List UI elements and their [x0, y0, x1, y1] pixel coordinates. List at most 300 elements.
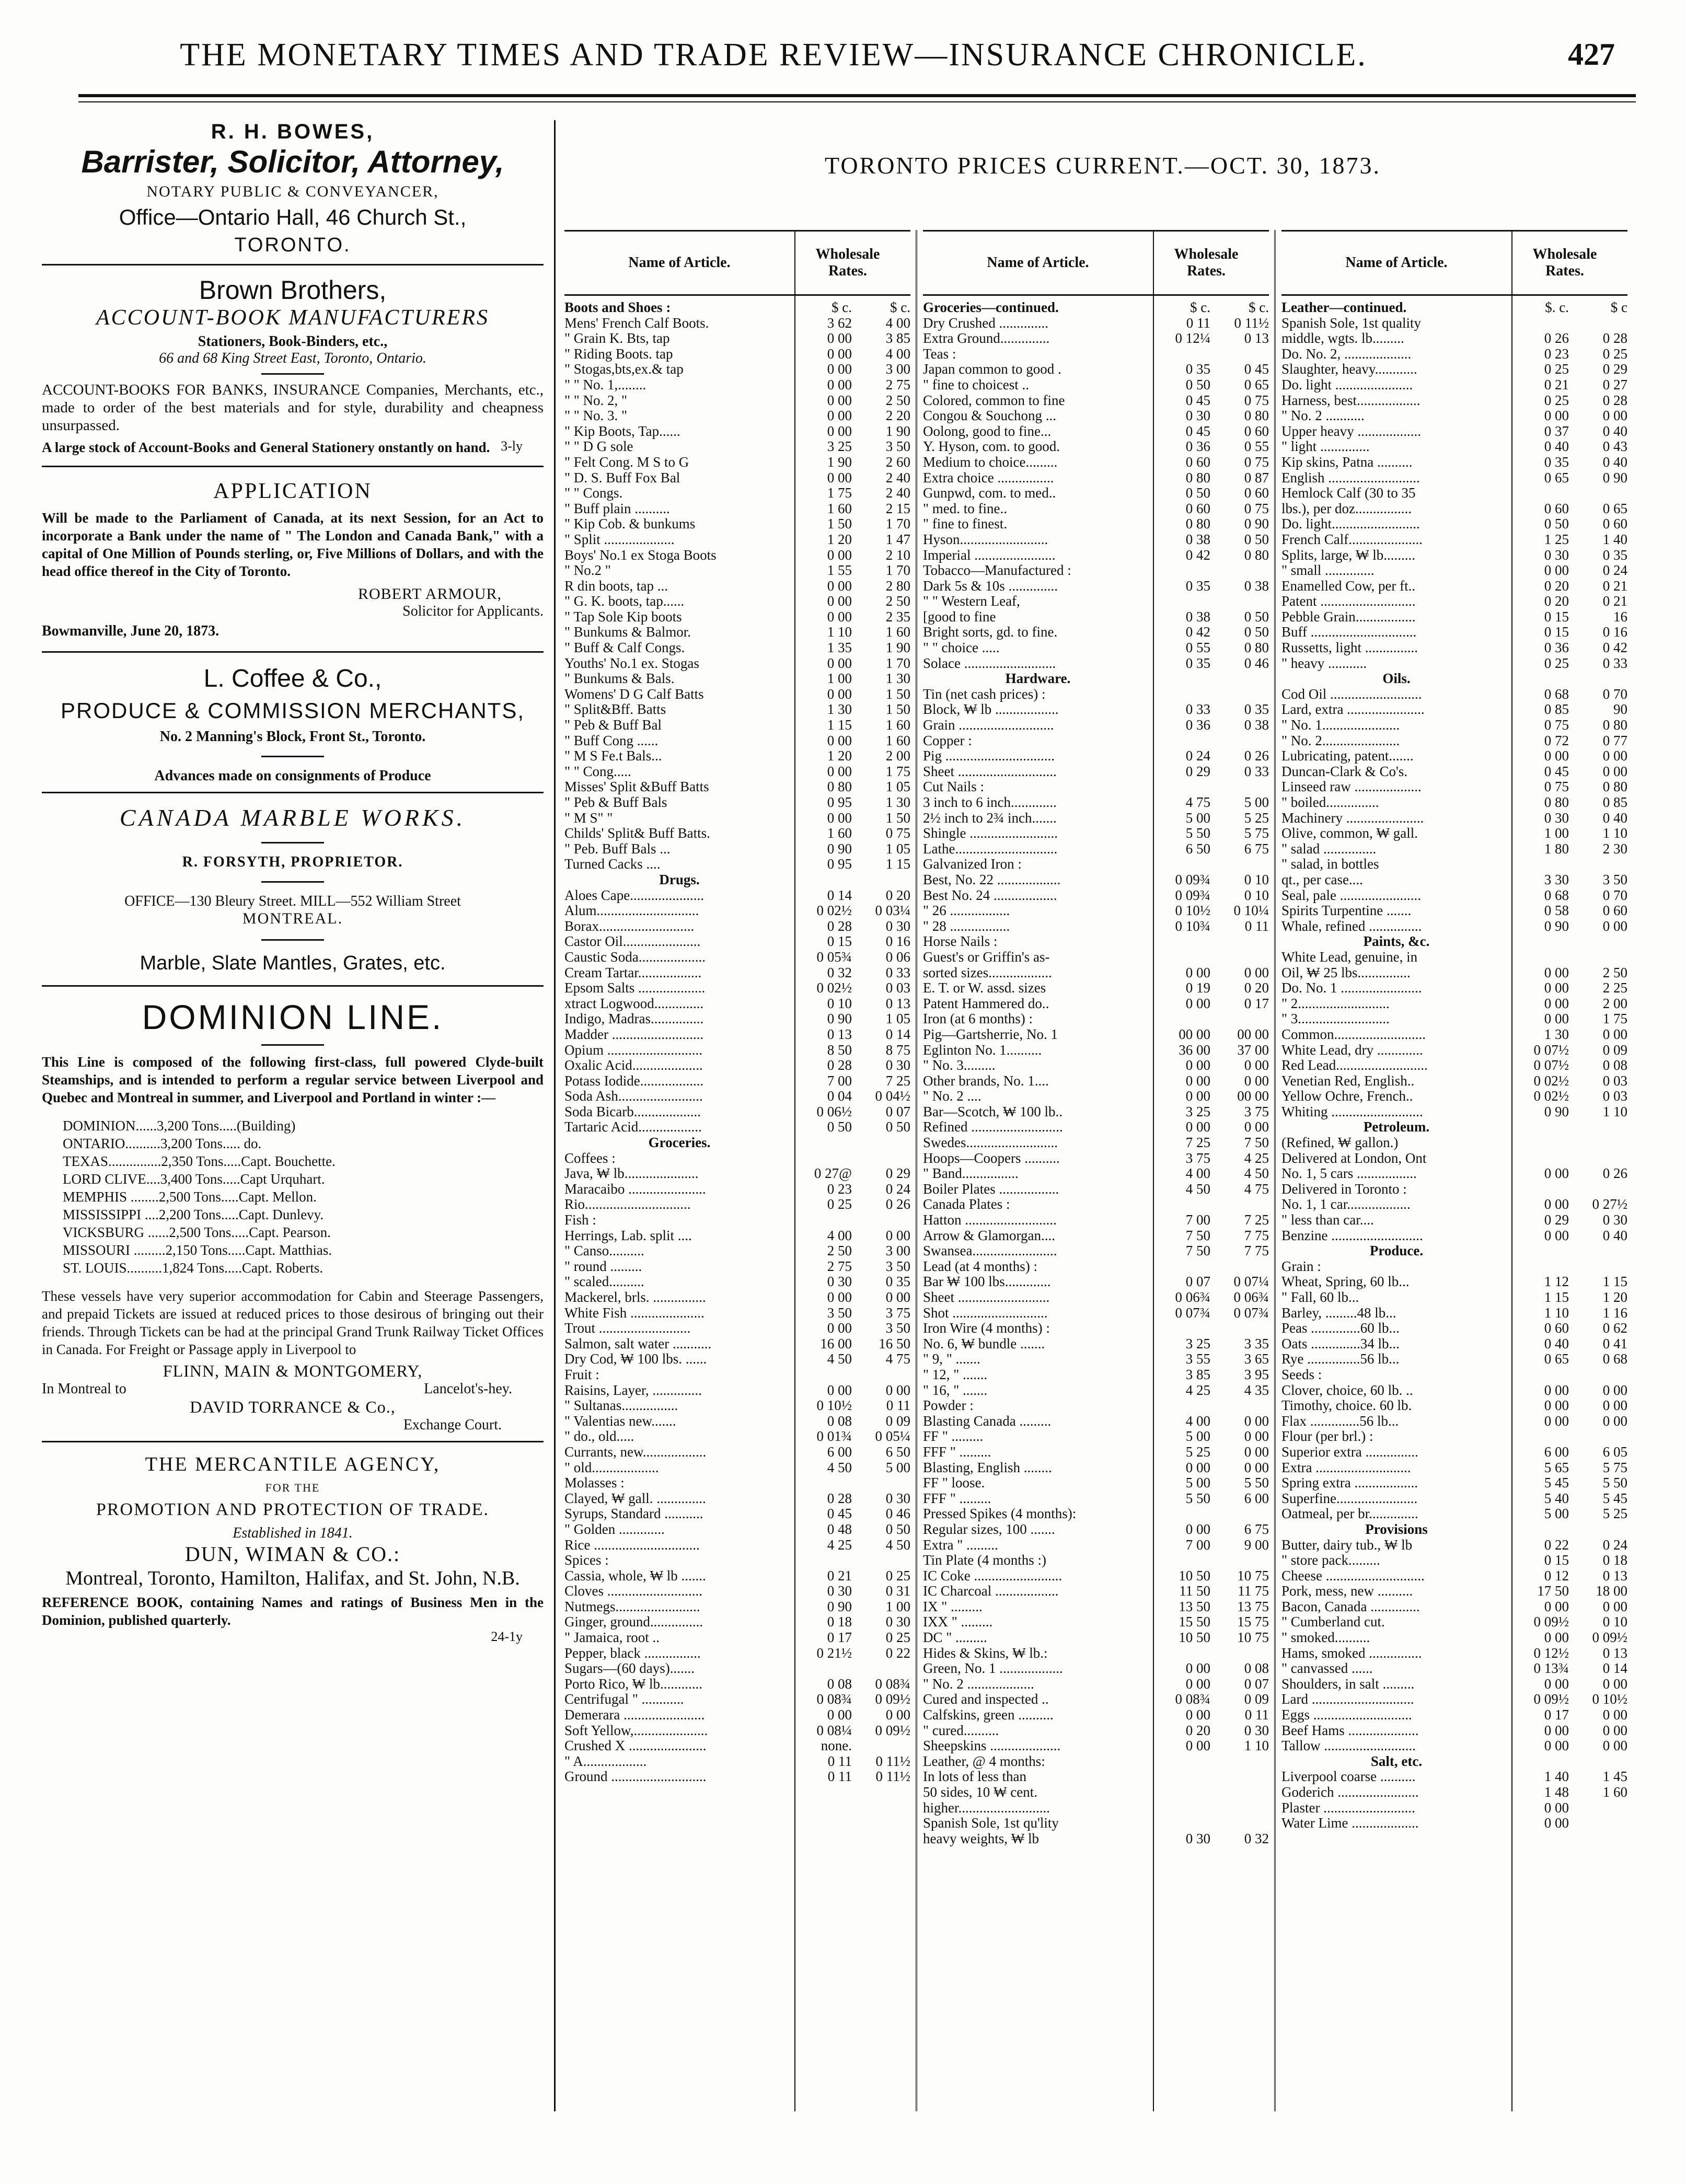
rate-high: 0 00: [1602, 748, 1627, 764]
price-row: [1281, 1707, 1627, 1723]
article-name: Epsom Salts ...................: [564, 980, 706, 996]
rate-low: 5 25: [1185, 1443, 1210, 1460]
advertisements-column: [42, 120, 544, 2158]
price-row: [923, 377, 1269, 393]
article-name: Centrifugal " ............: [564, 1692, 684, 1707]
price-row: [923, 316, 1269, 331]
rate-high: 0 30: [1602, 1212, 1627, 1228]
price-row: [564, 903, 910, 919]
rate-high: 0 50: [1244, 608, 1269, 625]
rate-high: 0 22: [885, 1645, 910, 1661]
article-name: Medium to choice.........: [923, 454, 1058, 470]
rate-high: 0 26: [1602, 1165, 1627, 1182]
header-wholesale-rates: Wholesale Rates.: [1511, 232, 1617, 294]
rate-high: [1215, 1197, 1269, 1212]
price-row: [564, 1243, 910, 1259]
price-row: [923, 826, 1269, 841]
price-row: [564, 1614, 910, 1630]
rate-high: [1215, 1321, 1269, 1336]
price-row: [1281, 1491, 1627, 1507]
price-row: [923, 748, 1269, 764]
rate-low: 0 80: [1544, 794, 1569, 810]
article-name: Enamelled Cow, per ft..: [1281, 578, 1416, 594]
price-row: [1281, 579, 1627, 594]
rate-high: 0 04½: [875, 1088, 910, 1104]
price-row: [1281, 1043, 1627, 1058]
rate-low: 0 75: [1544, 717, 1569, 733]
price-row: [923, 424, 1269, 440]
article-name: " old...................: [564, 1460, 659, 1475]
rate-high: 0 00: [1244, 1428, 1269, 1445]
rate-low: [1153, 1754, 1215, 1770]
article-name: Plaster ..........................: [1281, 1800, 1415, 1816]
rate-high: [1573, 857, 1627, 872]
article-name: " Kip Boots, Tap......: [564, 423, 680, 439]
article-name: FFF " .........: [923, 1490, 991, 1506]
rate-low: 0 65: [1544, 469, 1569, 486]
article-name: Pepper, black ................: [564, 1645, 701, 1661]
rate-low: [1511, 857, 1573, 872]
rate-high: 2 50: [885, 593, 910, 609]
ad-divider: [42, 651, 544, 653]
article-name: (Refined, ₩ gallon.): [1281, 1135, 1399, 1151]
header-name-of-article: Name of Article.: [628, 255, 731, 271]
article-name: Lathe.............................: [923, 841, 1058, 857]
article-name: " Bunkums & Bals.: [564, 671, 675, 687]
article-name: xtract Logwood..............: [564, 996, 704, 1011]
article-name: Potass Iodide..................: [564, 1073, 704, 1089]
price-row: [923, 1414, 1269, 1429]
price-row: [923, 934, 1269, 950]
price-row: [564, 811, 910, 826]
rate-high: 0 03: [885, 980, 910, 996]
price-row: [923, 1661, 1269, 1677]
rate-low: 00 00: [1179, 1026, 1210, 1042]
article-name: Solace ..........................: [923, 655, 1056, 671]
price-row: [564, 1707, 910, 1723]
article-name: Cloves ...........................: [564, 1584, 703, 1599]
rate-low: 2 50: [827, 1243, 852, 1259]
rate-low: 0 20: [1185, 1722, 1210, 1738]
rate-high: 2 00: [885, 748, 910, 764]
article-name: Barley, .........48 lb...: [1281, 1305, 1396, 1321]
rate-high: 0 16: [1602, 624, 1627, 640]
article-name: Best No. 24 ..................: [923, 887, 1057, 903]
rate-low: 0 00: [827, 810, 852, 826]
article-name: Iron Wire (4 months) :: [923, 1321, 1050, 1336]
article-name: Boys' No.1 ex Stoga Boots: [564, 547, 717, 563]
price-row: [1281, 1011, 1627, 1027]
article-name: Kip skins, Patna ..........: [1281, 454, 1413, 470]
rate-high: [1215, 1769, 1269, 1785]
rate-high: 0 06¾: [1233, 1289, 1269, 1305]
ad-divider: [42, 264, 544, 265]
rate-low: [1153, 857, 1215, 872]
article-name: Delivered at London, Ont: [1281, 1150, 1427, 1166]
rate-high: 0 87: [1244, 469, 1269, 486]
rate-high: 0 09½: [875, 1722, 910, 1738]
price-row: [1281, 501, 1627, 517]
price-row: [923, 516, 1269, 532]
rate-high: 1 05: [885, 779, 910, 795]
article-name: Green, No. 1 ..................: [923, 1661, 1063, 1677]
price-row: [564, 1336, 910, 1352]
rate-low: [1153, 1011, 1215, 1027]
article-name: Salt, etc.: [1370, 1753, 1423, 1769]
price-row: [564, 470, 910, 486]
price-row: [564, 1228, 910, 1244]
rate-high: 1 75: [885, 763, 910, 779]
price-row: [564, 656, 910, 672]
rate-low: [1153, 1816, 1215, 1831]
rate-low: 0 00: [1544, 408, 1569, 424]
rate-low: 0 00: [1185, 1119, 1210, 1135]
rates-divider: [794, 230, 795, 2111]
rate-low: 0 06½: [816, 1103, 852, 1119]
rate-low: 3 85: [1185, 1366, 1210, 1382]
price-row: [923, 1027, 1269, 1043]
article-name: Shot ...........................: [923, 1305, 1048, 1321]
price-row: [564, 548, 910, 563]
prices-table: [564, 230, 1641, 2158]
rate-low: 13 50: [1179, 1598, 1210, 1614]
rate-low: 0 00: [1544, 1675, 1569, 1692]
price-row: [1281, 1321, 1627, 1336]
rate-high: 0 43: [1602, 438, 1627, 455]
article-name: Grain :: [1281, 1258, 1321, 1274]
rate-low: 0 23: [1544, 345, 1569, 362]
article-name: " Split ....................: [564, 531, 675, 547]
rate-low: [1153, 671, 1215, 687]
article-name: Currants, new..................: [564, 1444, 707, 1460]
rate-high: 0 70: [1602, 887, 1627, 903]
article-name: Spices :: [564, 1553, 609, 1568]
ad-brown-brothers: [42, 275, 544, 454]
rate-high: 0 00: [1244, 1119, 1269, 1135]
rate-high: 0 11: [886, 1397, 910, 1414]
rate-high: 0 35: [1602, 547, 1627, 563]
ad-dominion-agent1: FLINN, MAIN & MONTGOMERY,: [163, 1361, 423, 1380]
rate-high: 0 30: [885, 1057, 910, 1073]
article-name: Crushed X ......................: [564, 1738, 707, 1754]
rate-low: 0 05¾: [816, 949, 852, 965]
prices-column: [923, 230, 1269, 2158]
rate-low: 5 65: [1544, 1459, 1569, 1475]
price-row: [564, 826, 910, 841]
rate-low: 3 25: [1185, 1335, 1210, 1351]
article-name: Duncan-Clark & Co's.: [1281, 764, 1408, 779]
price-row: [1281, 1058, 1627, 1073]
price-row: [923, 1491, 1269, 1507]
article-name: Horse Nails :: [923, 934, 998, 950]
rate-low: 0 00: [827, 1382, 852, 1398]
article-name: Teas :: [923, 346, 956, 362]
rate-high: 0 50: [1244, 624, 1269, 640]
rate-low: 7 50: [1185, 1227, 1210, 1243]
article-name: Youths' No.1 ex. Stogas: [564, 655, 699, 671]
rate-low: [1153, 1785, 1215, 1800]
price-row: [564, 1351, 910, 1367]
price-row: [923, 903, 1269, 919]
price-row: [923, 980, 1269, 996]
article-name: Hatton ..........................: [923, 1212, 1057, 1228]
rate-high: 4 75: [1244, 1181, 1269, 1197]
ad-mercantile-code: 24-1y: [491, 1629, 523, 1644]
article-name: Superfine.......................: [1281, 1490, 1418, 1506]
rate-high: [856, 872, 910, 888]
article-name: Common..........................: [1281, 1026, 1426, 1042]
price-row: [564, 346, 910, 362]
prices-column-divider: [1274, 230, 1276, 2111]
rate-high: 7 75: [1244, 1227, 1269, 1243]
rate-low: 0 26: [1544, 330, 1569, 346]
rate-low: 0 90: [1544, 1103, 1569, 1119]
article-name: Cut Nails :: [923, 779, 985, 795]
rate-low: 0 30: [1544, 810, 1569, 826]
rate-high: 0 38: [1244, 577, 1269, 594]
rate-low: 0 00: [1544, 980, 1569, 996]
rate-low: 0 25: [827, 1196, 852, 1212]
rate-high: 1 50: [885, 810, 910, 826]
rate-low: [1153, 1321, 1215, 1336]
rate-high: 0 50: [885, 1119, 910, 1135]
rate-low: 0 35: [1185, 655, 1210, 671]
price-row: [923, 1212, 1269, 1228]
article-name: Other brands, No. 1....: [923, 1073, 1049, 1089]
article-name: " Tap Sole Kip boots: [564, 609, 682, 625]
price-row: [1281, 455, 1627, 470]
price-row: [923, 1089, 1269, 1104]
rate-high: 0 09½: [875, 1691, 910, 1707]
rate-low: 1 25: [1544, 531, 1569, 547]
rate-low: 0 07: [1185, 1274, 1210, 1290]
rate-low: 0 00: [827, 655, 852, 671]
rate-high: 7 50: [1244, 1135, 1269, 1151]
price-row: [923, 1460, 1269, 1476]
rate-low: 0 09¾: [1175, 887, 1210, 903]
price-row: [923, 656, 1269, 672]
article-name: Lubricating, patent.......: [1281, 748, 1414, 764]
article-name: Y. Hyson, com. to good.: [923, 439, 1060, 455]
price-row: [1281, 826, 1627, 841]
rate-low: 0 15: [1544, 624, 1569, 640]
rate-high: 2 10: [885, 547, 910, 563]
article-name: Sheet ..........................: [923, 1290, 1050, 1305]
article-name: French Calf.....................: [1281, 531, 1423, 547]
price-row: [564, 1506, 910, 1522]
price-row: [564, 687, 910, 702]
article-name: Delivered in Toronto :: [1281, 1181, 1407, 1197]
ship-entry: VICKSBURG ......2,500 Tons.....Capt. Pearson.: [63, 1224, 331, 1240]
rate-high: 4 50: [885, 1536, 910, 1553]
rate-high: 5 00: [1244, 794, 1269, 810]
article-name: Madder ..........................: [564, 1026, 704, 1042]
ad-dominion-lancelot: Lancelot's-hey.: [424, 1381, 512, 1397]
article-name: FFF " .........: [923, 1444, 991, 1460]
ad-brown-stock: A large stock of Account-Books and General Stationery onstantly on hand.: [42, 440, 490, 455]
article-name: Japan common to good .: [923, 362, 1061, 377]
rate-low: 0 38: [1185, 531, 1210, 547]
article-name: Childs' Split& Buff Batts.: [564, 826, 710, 841]
price-row: [1281, 1367, 1627, 1383]
rate-high: 0 00: [885, 1227, 910, 1243]
rate-high: 0 41: [1602, 1335, 1627, 1351]
article-name: Groceries.: [648, 1135, 711, 1151]
article-name: " D. S. Buff Fox Bal: [564, 470, 680, 486]
article-name: Dry Cod, ₩ 100 lbs. ......: [564, 1351, 707, 1367]
article-name: Aloes Cape.....................: [564, 887, 704, 903]
price-row: [923, 1383, 1269, 1399]
price-row: [564, 779, 910, 795]
price-row: [564, 1460, 910, 1476]
rate-low: 0 45: [1185, 392, 1210, 408]
price-row: [923, 687, 1269, 702]
rate-low: 0 00: [1544, 995, 1569, 1011]
rate-high: [1215, 1506, 1269, 1522]
article-name: White Fish .....................: [564, 1305, 705, 1321]
rate-low: 0 00: [827, 732, 852, 748]
price-row: [923, 455, 1269, 470]
article-name: " No.2 ": [564, 563, 611, 579]
rate-high: [1573, 1800, 1627, 1816]
rate-low: 0 00: [1544, 1799, 1569, 1816]
rate-low: 0 45: [1544, 763, 1569, 779]
article-name: Refined ..........................: [923, 1119, 1063, 1135]
rate-low: [1511, 934, 1573, 950]
price-row: [564, 1769, 910, 1785]
rate-high: 3 50: [1602, 871, 1627, 887]
price-row: [923, 393, 1269, 409]
article-name: Gunpwd, com. to med..: [923, 486, 1056, 501]
price-row: [1281, 1661, 1627, 1677]
rate-high: [1573, 1243, 1627, 1259]
price-row: [923, 439, 1269, 455]
rate-low: 0 45: [827, 1506, 852, 1522]
price-row: [1281, 1538, 1627, 1553]
rate-low: 0 25: [1544, 392, 1569, 408]
ad-brown-address: 66 and 68 King Street East, Toronto, Ontario.: [159, 350, 426, 366]
price-row: [923, 1769, 1269, 1785]
article-name: " smoked..........: [1281, 1630, 1370, 1646]
rate-low: 0 90: [1544, 918, 1569, 934]
price-row: [564, 919, 910, 934]
rate-low: 0 08: [827, 1675, 852, 1692]
rate-low: 0 00: [827, 330, 852, 346]
rate-low: 0 15: [1544, 1552, 1569, 1568]
rate-high: 10 75: [1237, 1567, 1269, 1584]
article-name: " " choice .....: [923, 640, 1000, 656]
rate-high: 0 24: [885, 1181, 910, 1197]
price-row: [564, 996, 910, 1012]
rate-low: 10 50: [1179, 1630, 1210, 1646]
rate-high: 0 40: [1602, 810, 1627, 826]
rate-low: 0 24: [1185, 748, 1210, 764]
rate-high: [1215, 1259, 1269, 1275]
rate-high: 1 70: [885, 655, 910, 671]
rate-high: 1 05: [885, 840, 910, 857]
price-row: [564, 950, 910, 965]
rate-high: [1215, 346, 1269, 362]
article-name: Oil, ₩ 25 lbs...............: [1281, 965, 1411, 980]
article-name: " No. 3.........: [923, 1058, 996, 1073]
rate-high: [1573, 1259, 1627, 1275]
article-name: " M S" ": [564, 810, 613, 826]
price-row: [923, 702, 1269, 718]
article-name: Oxalic Acid....................: [564, 1058, 703, 1073]
ad-bowes-notary: NOTARY PUBLIC & CONVEYANCER,: [146, 183, 439, 200]
rate-high: 0 90: [1244, 516, 1269, 532]
rate-low: 1 35: [827, 640, 852, 656]
rate-low: 0 02½: [816, 903, 852, 919]
rate-low: [1511, 1182, 1573, 1197]
rate-low: 0 23: [827, 1181, 852, 1197]
rate-high: [1573, 1429, 1627, 1445]
rate-low: [1153, 563, 1215, 579]
article-name: IC Coke .........................: [923, 1568, 1063, 1584]
rate-low: [1511, 1151, 1573, 1166]
rate-high: 0 20: [885, 887, 910, 903]
rate-high: 6 50: [885, 1443, 910, 1460]
price-row: [564, 841, 910, 857]
rate-high: [1215, 563, 1269, 579]
rate-low: 0 36: [1544, 640, 1569, 656]
rate-high: 5 25: [1602, 1506, 1627, 1522]
price-row: [923, 1646, 1269, 1661]
article-name: " 16, " .......: [923, 1382, 988, 1398]
price-row: [923, 996, 1269, 1012]
prices-column: [1281, 230, 1627, 2158]
price-row: [1281, 594, 1627, 609]
rate-low: 0 17: [827, 1630, 852, 1646]
rate-low: 0 00: [1544, 1011, 1569, 1027]
rate-low: 36 00: [1179, 1042, 1210, 1058]
ad-dominion-intro: This Line is composed of the following first-class, full powered Clyde-built Steamships, and is intended to perform a regular service between Liverpool and Quebec and Montreal in summer, and Liverpool and Portland in winter :—: [42, 1054, 544, 1105]
price-row: [564, 1104, 910, 1120]
article-name: Caustic Soda...................: [564, 949, 706, 965]
price-row: [564, 1383, 910, 1399]
rate-low: 0 00: [1544, 1738, 1569, 1754]
ad-mercantile-body: REFERENCE BOOK, containing Names and ratings of Business Men in the Dominion, published quarterly.: [42, 1594, 544, 1628]
rate-high: 0 00: [1244, 1413, 1269, 1429]
article-name: Shingle .........................: [923, 826, 1058, 841]
rate-low: $ c.: [832, 299, 852, 315]
rate-low: 0 00: [1185, 1521, 1210, 1537]
price-row: [1281, 1383, 1627, 1399]
price-row: [564, 934, 910, 950]
article-name: " med. to fine..: [923, 501, 1007, 516]
price-row: [1281, 671, 1627, 687]
article-name: Lard, extra ......................: [1281, 702, 1425, 718]
article-name: " " D G sole: [564, 439, 633, 455]
article-name: Do. No. 2, ...................: [1281, 346, 1412, 362]
ad-mercantile-name: THE MERCANTILE AGENCY,: [145, 1453, 441, 1475]
rate-high: 1 30: [885, 671, 910, 687]
rate-low: 0 00: [1544, 1630, 1569, 1646]
price-row: [1281, 393, 1627, 409]
price-row: [923, 1305, 1269, 1321]
article-name: " small ..............: [1281, 563, 1375, 579]
rate-low: 0 60: [1544, 1320, 1569, 1336]
rate-low: 1 60: [827, 500, 852, 516]
rate-low: 0 00: [1185, 1707, 1210, 1723]
price-row: [564, 1661, 910, 1677]
price-row: [1281, 903, 1627, 919]
article-name: " Felt Cong. M S to G: [564, 454, 689, 470]
rate-high: 4 00: [885, 345, 910, 362]
price-row: [1281, 795, 1627, 811]
article-name: " salad ...............: [1281, 841, 1377, 857]
article-name: Salmon, salt water ...........: [564, 1336, 712, 1351]
